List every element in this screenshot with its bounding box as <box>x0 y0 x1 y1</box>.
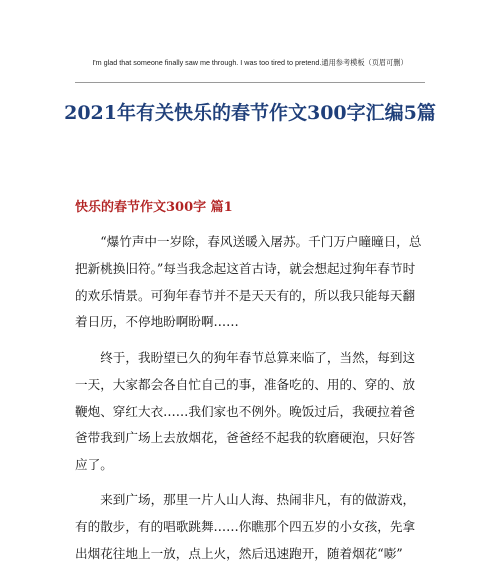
paragraph-3: 来到广场，那里一片人山人海、热闹非凡，有的做游戏，有的散步，有的唱歌跳舞……你瞧那个四五岁的小女孩，先拿出烟花往地上一放，点上火，然后迅速跑开，随着烟花“嘭” <box>75 492 416 561</box>
page-header-text: I'm glad that someone finally saw me through. I was too tired to pretend.通用参考模板（页眉可删） <box>92 58 408 67</box>
header-divider <box>75 82 425 83</box>
paragraph-2: 终于，我盼望已久的狗年春节总算来临了，当然，每到这一天，大家都会各自忙自己的事，准备吃的、用的、穿的、放鞭炮、穿红大衣……我们家也不例外。晚饭过后，我硬拉着爸爸带我到广场上去放烟花，爸爸经不起我的软磨硬泡，只好答应了。 <box>75 350 416 473</box>
section-heading: 快乐的春节作文300字 篇1 <box>75 200 233 215</box>
paragraph-1: “爆竹声中一岁除，春风送暖入屠苏。千门万户曈曈日，总把新桃换旧符。”每当我念起这首古诗，就会想起过狗年春节时的欢乐情景。可狗年春节并不是天天有的，所以我只能每天翻着日历，不停地盼啊盼啊…… <box>75 234 422 330</box>
document-title: 2021年有关快乐的春节作文300字汇编5篇 <box>64 102 436 124</box>
